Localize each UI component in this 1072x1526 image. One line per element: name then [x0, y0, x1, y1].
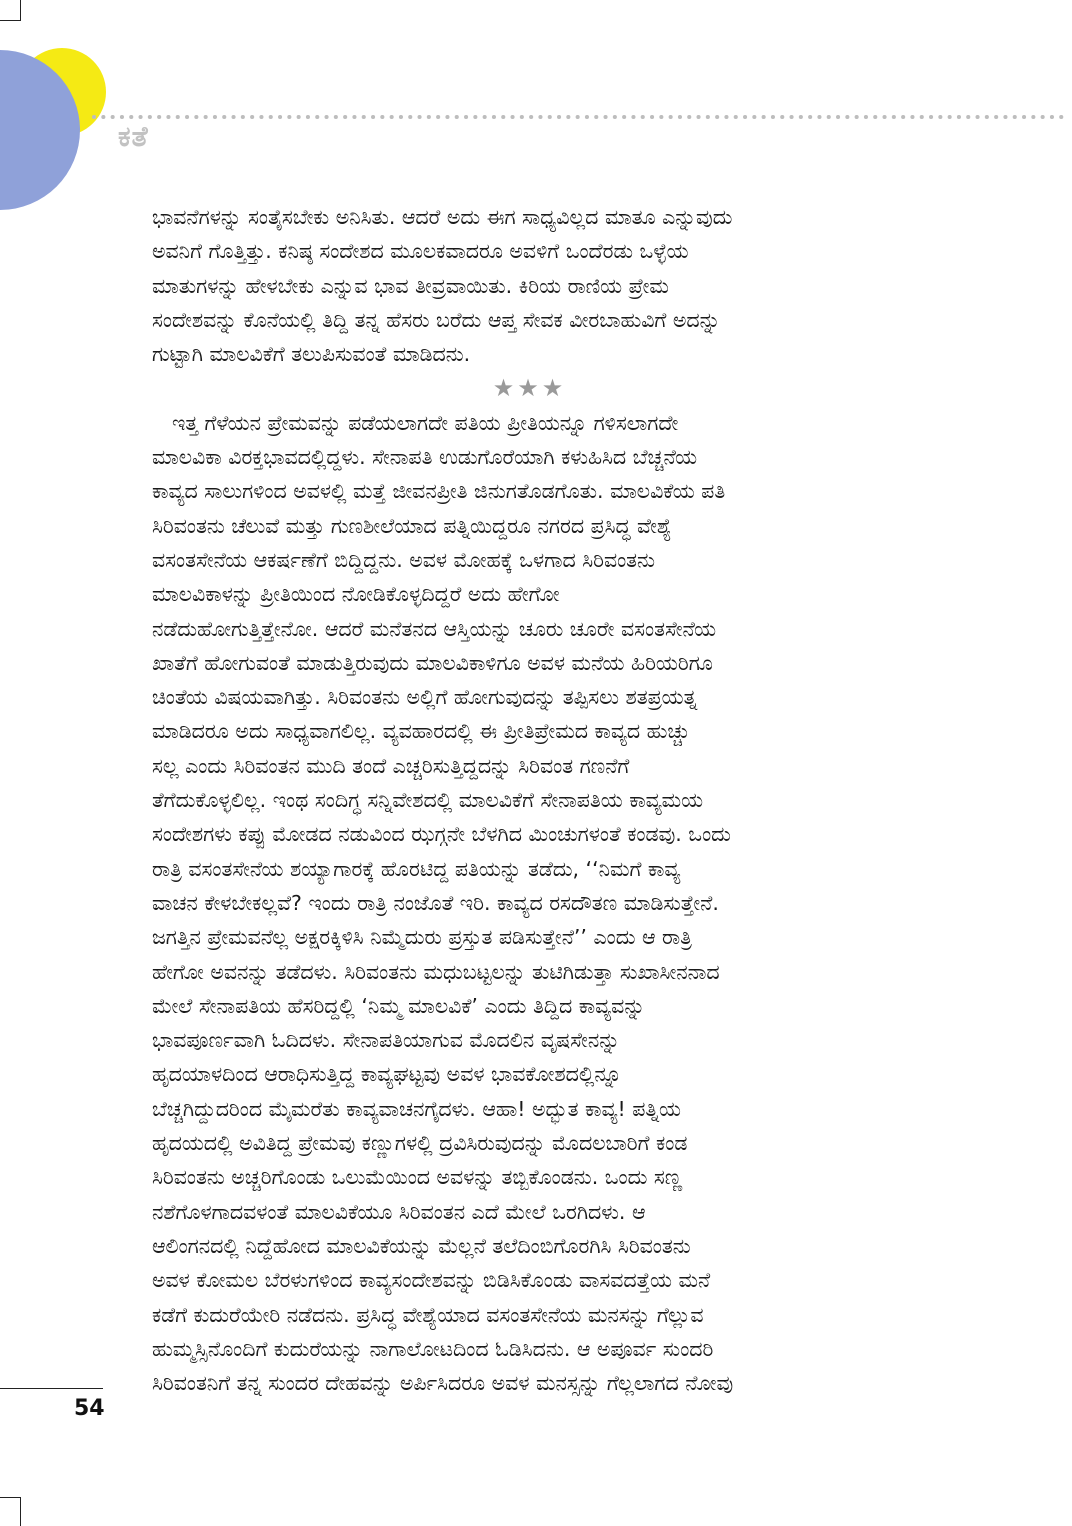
text-line: ಹುಮ್ಮಸ್ಸಿನೊಂದಿಗೆ ಕುದುರೆಯನ್ನು ನಾಗಾಲೋಟದಿಂದ ಓಡಿಸಿದನು. ಆ ಅಪೂರ್ವ ಸುಂದರಿ [152, 1336, 714, 1361]
text-line: ರಾತ್ರಿ ವಸಂತಸೇನೆಯ ಶಯ್ಯಾಗಾರಕ್ಕೆ ಹೊರಟಿದ್ದ ಪತಿಯನ್ನು ತಡೆದು, ‘‘ನಿಮಗೆ ಕಾವ್ಯ [152, 856, 681, 881]
section-label: ಕತೆ [118, 120, 149, 153]
text-line: ಭಾವನೆಗಳನ್ನು ಸಂತೈಸಬೇಕು ಅನಿಸಿತು. ಆದರೆ ಅದು ಈಗ ಸಾಧ್ಯವಿಲ್ಲದ ಮಾತೂ ಎನ್ನುವುದು [152, 205, 733, 229]
text-line: ಮಾಡಿದರೂ ಅದು ಸಾಧ್ಯವಾಗಲಿಲ್ಲ. ವ್ಯವಹಾರದಲ್ಲಿ ಈ ಪ್ರೀತಿಪ್ರೇಮದ ಕಾವ್ಯದ ಹುಚ್ಚು [152, 719, 690, 744]
text-line: ಮಾಲವಿಕಾ ವಿರಕ್ತಭಾವದಲ್ಲಿದ್ದಳು. ಸೇನಾಪತಿ ಉಡುಗೊರೆಯಾಗಿ ಕಳುಹಿಸಿದ ಬೆಚ್ಚನೆಯ [152, 445, 698, 470]
text-line: ಬೆಚ್ಚಗಿದ್ದುದರಿಂದ ಮೈಮರೆತು ಕಾವ್ಯವಾಚನಗೈದಳು. ಆಹಾ! ಅದ್ಭುತ ಕಾವ್ಯ! ಪತ್ನಿಯ [152, 1096, 681, 1121]
text-line: ವಾಚನ ಕೇಳಬೇಕಲ್ಲವೆ? ಇಂದು ರಾತ್ರಿ ನಂಜೊತೆ ಇರಿ. ಕಾವ್ಯದ ರಸದೌತಣ ಮಾಡಿಸುತ್ತೇನೆ. [152, 890, 719, 915]
text-line: ಸಿರಿವಂತನಿಗೆ ತನ್ನ ಸುಂದರ ದೇಹವನ್ನು ಅರ್ಪಿಸಿದರೂ ಅವಳ ಮನಸ್ಸನ್ನು ಗೆಲ್ಲಲಾಗದ ನೋವು [152, 1371, 734, 1396]
page-number: 54 [74, 1396, 105, 1421]
text-line: ನಶೆಗೊಳಗಾದವಳಂತೆ ಮಾಲವಿಕೆಯೂ ಸಿರಿವಂತನ ಎದೆ ಮೇಲೆ ಒರಗಿದಳು. ಆ [152, 1199, 646, 1224]
text-line: ಕಡೆಗೆ ಕುದುರೆಯೇರಿ ನಡೆದನು. ಪ್ರಸಿದ್ಧ ವೇಶ್ಯೆಯಾದ ವಸಂತಸೇನೆಯ ಮನಸನ್ನು ಗೆಲ್ಲುವ [152, 1302, 704, 1327]
text-line: ವಸಂತಸೇನೆಯ ಆಕರ್ಷಣೆಗೆ ಬಿದ್ದಿದ್ದನು. ಅವಳ ಮೋಹಕ್ಕೆ ಒಳಗಾದ ಸಿರಿವಂತನು [152, 547, 655, 572]
text-line: ಹೃದಯದಲ್ಲಿ ಅವಿತಿದ್ದ ಪ್ರೇಮವು ಕಣ್ಣುಗಳಲ್ಲಿ ದ್ರವಿಸಿರುವುದನ್ನು ಮೊದಲಬಾರಿಗೆ ಕಂಡ [152, 1131, 688, 1156]
text-line: ಭಾವಪೂರ್ಣವಾಗಿ ಓದಿದಳು. ಸೇನಾಪತಿಯಾಗುವ ಮೊದಲಿನ ವೃಷಸೇನನ್ನು [152, 1028, 620, 1053]
text-line: ಚಿಂತೆಯ ವಿಷಯವಾಗಿತ್ತು. ಸಿರಿವಂತನು ಅಲ್ಲಿಗೆ ಹೋಗುವುದನ್ನು ತಪ್ಪಿಸಲು ಶತಪ್ರಯತ್ನ [152, 685, 698, 710]
text-line: ಮೇಲೆ ಸೇನಾಪತಿಯ ಹೆಸರಿದ್ದಲ್ಲಿ ‘ನಿಮ್ಮ ಮಾಲವಿಕೆ’ ಎಂದು ತಿದ್ದಿದ ಕಾವ್ಯವನ್ನು [152, 993, 646, 1018]
dotted-header-rule [92, 112, 1072, 122]
text-line: ಖಾತೆಗೆ ಹೋಗುವಂತೆ ಮಾಡುತ್ತಿರುವುದು ಮಾಲವಿಕಾಳಿಗೂ ಅವಳ ಮನೆಯ ಹಿರಿಯರಿಗೂ [152, 650, 713, 675]
text-line: ಹೃದಯಾಳದಿಂದ ಆರಾಧಿಸುತ್ತಿದ್ದ ಕಾವ್ಯಘಟ್ಟವು ಅವಳ ಭಾವಕೋಶದಲ್ಲಿನ್ನೂ [152, 1062, 622, 1087]
text-line: ಮಾತುಗಳನ್ನು ಹೇಳಬೇಕು ಎನ್ನುವ ಭಾವ ತೀವ್ರವಾಯಿತು. ಕಿರಿಯ ರಾಣಿಯ ಪ್ರೇಮ [152, 273, 669, 298]
section-break-stars: ★★★ [492, 374, 567, 403]
text-line: ಅವನಿಗೆ ಗೊತ್ತಿತ್ತು. ಕನಿಷ್ಠ ಸಂದೇಶದ ಮೂಲಕವಾದರೂ ಅವಳಿಗೆ ಒಂದೆರಡು ಒಳ್ಳೆಯ [152, 239, 689, 264]
text-line: ಆಲಿಂಗನದಲ್ಲಿ ನಿದ್ದೆಹೋದ ಮಾಲವಿಕೆಯನ್ನು ಮೆಲ್ಲನೆ ತಲೆದಿಂಬಿಗೊರಗಿಸಿ ಸಿರಿವಂತನು [152, 1233, 691, 1258]
text-line: ಸಿರಿವಂತನು ಚೆಲುವೆ ಮತ್ತು ಗುಣಶೀಲೆಯಾದ ಪತ್ನಿಯಿದ್ದರೂ ನಗರದ ಪ್ರಸಿದ್ಧ ವೇಶ್ಯೆ [152, 513, 672, 538]
text-line: ಕಾವ್ಯದ ಸಾಲುಗಳಿಂದ ಅವಳಲ್ಲಿ ಮತ್ತೆ ಜೀವನಪ್ರೀತಿ ಜಿನುಗತೊಡಗೊತು. ಮಾಲವಿಕೆಯ ಪತಿ [152, 479, 726, 504]
text-line: ಹೇಗೋ ಅವನನ್ನು ತಡೆದಳು. ಸಿರಿವಂತನು ಮಧುಬಟ್ಟಲನ್ನು ತುಟಿಗಿಡುತ್ತಾ ಸುಖಾಸೀನನಾದ [152, 959, 720, 984]
text-line: ಜಗತ್ತಿನ ಪ್ರೇಮವನೆಲ್ಲ ಅಕ್ಷರಕ್ಕಿಳಿಸಿ ನಿಮ್ಮೆದುರು ಪ್ರಸ್ತುತ ಪಡಿಸುತ್ತೇನೆ’’ ಎಂದು ಆ ರಾತ್ರಿ [152, 925, 692, 950]
text-line: ಗುಟ್ಟಾಗಿ ಮಾಲವಿಕೆಗೆ ತಲುಪಿಸುವಂತೆ ಮಾಡಿದನು. [152, 342, 471, 367]
text-line: ಮಾಲವಿಕಾಳನ್ನು ಪ್ರೀತಿಯಿಂದ ನೋಡಿಕೊಳ್ಳದಿದ್ದರೆ ಅದು ಹೇಗೋ [152, 582, 560, 607]
text-line: ಸಂದೇಶಗಳು ಕಪ್ಪು ಮೋಡದ ನಡುವಿಂದ ಝಗ್ಗನೇ ಬೆಳಗಿದ ಮಿಂಚುಗಳಂತೆ ಕಂಡವು. ಒಂದು [152, 822, 731, 847]
text-line: ಅವಳ ಕೋಮಲ ಬೆರಳುಗಳಿಂದ ಕಾವ್ಯಸಂದೇಶವನ್ನು ಬಿಡಿಸಿಕೊಂಡು ವಾಸವದತ್ತೆಯ ಮನೆ [152, 1268, 711, 1293]
page-number-rule [0, 1388, 103, 1389]
text-line: ಸಿರಿವಂತನು ಅಚ್ಚರಿಗೊಂಡು ಒಲುಮೆಯಿಂದ ಅವಳನ್ನು ತಬ್ಬಿಕೊಂಡನು. ಒಂದು ಸಣ್ಣ [152, 1165, 683, 1190]
text-line: ಸಂದೇಶವನ್ನು ಕೊನೆಯಲ್ಲಿ ತಿದ್ದಿ ತನ್ನ ಹೆಸರು ಬರೆದು ಆಪ್ತ ಸೇವಕ ವೀರಬಾಹುವಿಗೆ ಅದನ್ನು [152, 307, 721, 332]
decorative-circles [0, 0, 120, 210]
text-line: ಇತ್ತ ಗೆಳೆಯನ ಪ್ರೇಮವನ್ನು ಪಡೆಯಲಾಗದೇ ಪತಿಯ ಪ್ರೀತಿಯನ್ನೂ ಗಳಿಸಲಾಗದೇ [172, 410, 679, 435]
story-body [152, 200, 907, 1400]
crop-mark-bottom [0, 1497, 21, 1526]
text-line: ನಡೆದುಹೋಗುತ್ತಿತ್ತೇನೋ. ಆದರೆ ಮನೆತನದ ಆಸ್ತಿಯನ್ನು ಚೂರು ಚೂರೇ ವಸಂತಸೇನೆಯ [152, 616, 717, 641]
text-line: ತೆಗೆದುಕೊಳ್ಳಲಿಲ್ಲ. ಇಂಥ ಸಂದಿಗ್ಧ ಸನ್ನಿವೇಶದಲ್ಲಿ ಮಾಲವಿಕೆಗೆ ಸೇನಾಪತಿಯ ಕಾವ್ಯಮಯ [152, 788, 704, 813]
text-line: ಸಲ್ಲ ಎಂದು ಸಿರಿವಂತನ ಮುದಿ ತಂದೆ ಎಚ್ಚರಿಸುತ್ತಿದ್ದದನ್ನು ಸಿರಿವಂತ ಗಣನೆಗೆ [152, 753, 630, 778]
